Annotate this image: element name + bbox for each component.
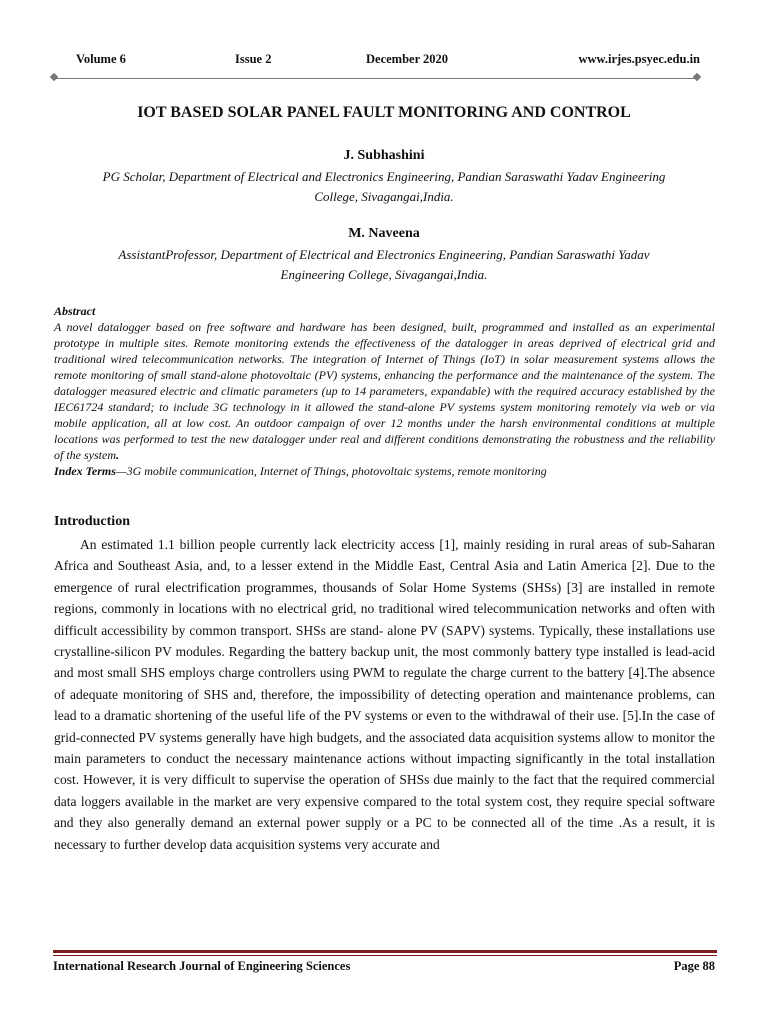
author-affiliation [0, 245, 768, 285]
author-name: M. Naveena [348, 226, 420, 241]
affiliation-line: PG Scholar, Department of Electrical and Electronics Engineering, Pandian Saraswathi Yadav Engineering [102, 169, 666, 184]
affiliation-line: Engineering College, Sivagangai,India. [280, 267, 488, 282]
affiliation-line: AssistantProfessor, Department of Electrical and Electronics Engineering, Pandian Saraswathi Yadav [118, 247, 650, 262]
abstract-section [54, 303, 715, 479]
footer-page-number: Page 88 [673, 959, 715, 973]
running-header [76, 52, 700, 70]
footer-divider-thin [53, 955, 717, 956]
header-date: December 2020 [366, 52, 449, 66]
index-terms [54, 463, 715, 479]
paper-title: IOT BASED SOLAR PANEL FAULT MONITORING AND CONTROL [137, 104, 631, 121]
index-terms-label: Index Terms [54, 464, 116, 478]
header-issue: Issue 2 [235, 52, 272, 66]
footer-journal-name: International Research Journal of Engineering Sciences [53, 959, 351, 973]
affiliation-line: College, Sivagangai,India. [314, 189, 454, 204]
divider-diamond-right [693, 73, 701, 81]
author-affiliation [0, 167, 768, 207]
header-url: www.irjes.psyec.edu.in [578, 52, 700, 66]
header-volume: Volume 6 [76, 52, 126, 66]
abstract-heading: Abstract [54, 304, 96, 318]
abstract-text [54, 319, 715, 463]
abstract-body: A novel datalogger based on free software and hardware has been designed, built, programmed and installed as an experimental prototype in multiple sites. Remote monitoring extends the effectiveness of the datalogger in areas deprived of electrical grid and traditional wired telecommunication networks. The integration of Internet of Things (IoT) in solar measurement systems allows the remote monitoring of small stand-alone photovoltaic (PV) systems, enhancing the performance and the maintenance of the system. The datalogger measured electric and climatic parameters (up to 14 parameters, expandable) with the required accuracy established by the IEC61724 standard; to include 3G technology in it allowed the stand-alone PV systems system monitoring remotely via web or via mobile application, all at low cost. An outdoor campaign of over 12 months under the harsh environmental conditions at multiple locations was performed to test the new datalogger under real and different conditions demonstrating the robustness and the reliability of the system [54, 320, 715, 462]
divider-diamond-left [50, 73, 58, 81]
introduction-paragraph: An estimated 1.1 billion people currently lack electricity access [1], mainly residing in rural areas of sub-Saharan Africa and Southeast Asia, and, to a lesser extend in the Middle East, Central Asia and Latin America [2]. Due to the emergence of rural electrification programmes, thousands of Solar Home Systems (SHSs) [3] are installed in remote regions, commonly in locations with no electrical grid, no traditional wired telecommunication networks and often with difficult accessibility by common transport. SHSs are stand- alone PV (SAPV) systems. Typically, these installations use crystalline-silicon PV modules. Regarding the battery backup unit, the most commonly battery type installed is lead-acid and most small SHS employs charge controllers using PWM to regulate the charge current to the battery [4].The absence of adequate monitoring of SHS and, therefore, the impossibility of detecting operation and maintenance problems, can lead to a dramatic shortening of the useful life of the PV systems or even to the withdrawal of their use. [5].In the case of grid-connected PV systems generally have high budgets, and the associated data acquisition systems allow to monitor the main parameters to conduct the necessary maintenance actions without impacting significantly in the total installation cost. However, it is very difficult to supervise the operation of SHSs due mainly to the fact that the required commercial data loggers available in the market are very expensive compared to the total system cost, they require special software and they also generally demand an external power supply or a PC to be connected all of the time .As a result, it is necessary to further develop data acquisition systems very accurate and [54, 537, 715, 852]
abstract-end-mark: . [116, 448, 119, 462]
footer-divider-thick [53, 950, 717, 953]
introduction-heading: Introduction [54, 514, 130, 529]
index-terms-text: —3G mobile communication, Internet of Things, photovoltaic systems, remote monitoring [115, 464, 547, 478]
header-divider [53, 78, 699, 79]
author-name: J. Subhashini [343, 148, 425, 163]
introduction-body [54, 534, 715, 855]
